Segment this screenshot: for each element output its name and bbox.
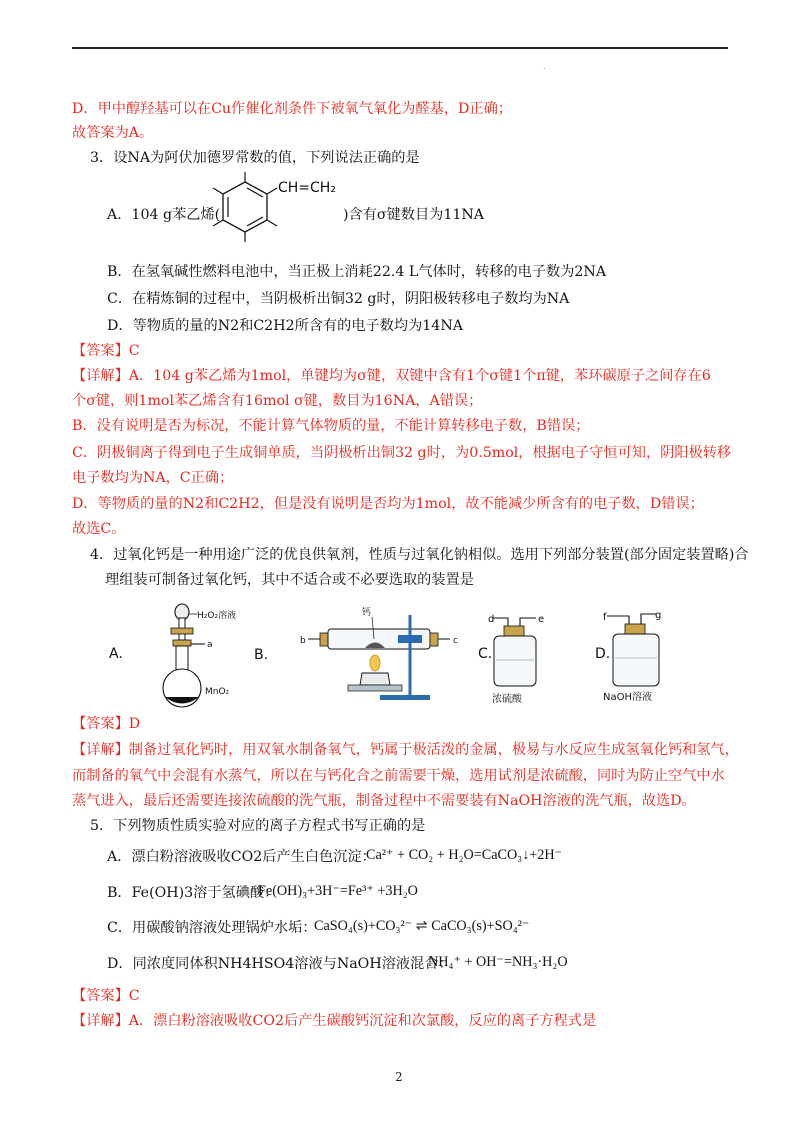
page-number: 2 <box>395 1070 403 1084</box>
detail-3-line: 电子数均为NA，C正确； <box>72 470 234 486</box>
detail-3-line: C．阴极铜离子得到电子生成铜单质，当阴极析出铜32 g时，为0.5mol，根据电子守恒可知，阴阳极转移 <box>72 445 732 461</box>
apparatus-A-port: a <box>207 640 213 650</box>
answer-4: 【答案】D <box>72 716 141 732</box>
styrene-group-label: CH=CH₂ <box>278 180 336 196</box>
apparatus-B-port-left: b <box>300 636 306 646</box>
apparatus-B-metal: 钙 <box>362 608 372 618</box>
apparatus-A <box>105 598 240 713</box>
detail-3-line: B．没有说明是否为标况，不能计算气体物质的量，不能计算转移电子数，B错误； <box>72 418 590 434</box>
apparatus-D-label: D. <box>595 646 611 662</box>
detail-3-line: 【详解】A．104 g苯乙烯为1mol，单键均为σ键，双键中含有1个σ键1个π键，苯环碳原子之间存在6 <box>72 368 711 384</box>
header-mark: . <box>543 62 546 71</box>
apparatus-C-port-left: d <box>488 614 495 625</box>
apparatus-A-label: A. <box>109 646 123 662</box>
question-4-stem-cont: 理组装可制备过氧化钙，其中不适合或不必要选取的装置是 <box>105 572 474 588</box>
apparatus-B-label: B. <box>254 647 269 663</box>
option-5A: A．漂白粉溶液吸收CO2后产生白色沉淀： <box>107 849 376 865</box>
header-rule <box>72 47 728 49</box>
option-3D: D．等物质的量的N2和C2H2所含有的电子数均为14NA <box>107 318 463 334</box>
answer-5: 【答案】C <box>72 988 140 1004</box>
detail-3-line: 个σ键，则1mol苯乙烯含有16mol σ键，数目为16NA，A错误； <box>72 393 483 409</box>
apparatus-C-port-right: e <box>538 614 545 625</box>
equation-5D: NH₄⁺ + OH⁻=NH₃·H₂O <box>428 954 568 970</box>
apparatus-A-solid: MnO₂ <box>205 687 230 697</box>
detail-3-line: 故选C。 <box>72 521 126 537</box>
detail-3-line: D．等物质的量的N2和C2H2，但是没有说明是否均为1mol，故不能减少所含有的电子数，D错误； <box>72 496 704 512</box>
option-5C: C．用碳酸钠溶液处理锅炉水垢： <box>107 920 317 936</box>
text-line: D．甲中醇羟基可以在Cu作催化剂条件下被氧气氧化为醛基，D正确； <box>72 101 512 117</box>
apparatus-D-port-right: g <box>655 610 662 621</box>
question-3-stem: 3．设NA为阿伏加德罗常数的值，下列说法正确的是 <box>90 150 420 166</box>
apparatus-C <box>478 612 578 710</box>
option-3B: B．在氢氧碱性燃料电池中，当正极上消耗22.4 L气体时，转移的电子数为2NA <box>107 264 607 280</box>
apparatus-D <box>595 608 715 708</box>
text-line: 故答案为A。 <box>72 125 154 141</box>
apparatus-D-port-left: f <box>603 612 607 623</box>
detail-5-line: 【详解】A．漂白粉溶液吸收CO2后产生碳酸钙沉淀和次氯酸，反应的离子方程式是 <box>72 1013 597 1029</box>
styrene-structure <box>198 168 348 250</box>
option-3C: C．在精炼铜的过程中，当阴极析出铜32 g时，阴阳极转移电子数均为NA <box>107 291 570 307</box>
detail-4-line: 【详解】制备过氧化钙时，用双氧水制备氧气，钙属于极活泼的金属，极易与水反应生成氢氧化钙和氢气， <box>72 742 739 758</box>
apparatus-B <box>250 605 465 705</box>
apparatus-C-label: C. <box>478 646 493 662</box>
option-5D: D．同浓度同体积NH4HSO4溶液与NaOH溶液混合： <box>107 956 453 972</box>
equation-5B: Fe(OH)₃+3H⁻=Fe³⁺ +3H₂O <box>258 883 418 899</box>
apparatus-A-reagent: H₂O₂溶液 <box>197 611 237 621</box>
answer-3: 【答案】C <box>72 343 140 359</box>
option-5B: B．Fe(OH)3溶于氢碘酸： <box>107 885 279 901</box>
equation-5A: Ca²⁺ + CO₂ + H₂O=CaCO₃↓+2H⁻ <box>366 847 563 863</box>
option-3A: A．104 g苯乙烯( <box>107 207 221 223</box>
option-3A-tail: )含有σ键数目为11NA <box>343 207 485 223</box>
detail-4-line: 蒸气进入，最后还需要连接浓硫酸的洗气瓶，制备过程中不需要装有NaOH溶液的洗气瓶，故选D。 <box>72 793 696 809</box>
question-5-stem: 5．下列物质性质实验对应的离子方程式书写正确的是 <box>90 818 426 834</box>
question-4-stem: 4．过氧化钙是一种用途广泛的优良供氧剂，性质与过氧化钠相似。选用下列部分装置(部分固定装置略)合 <box>90 547 749 563</box>
apparatus-B-port-right: c <box>453 636 458 646</box>
apparatus-D-reagent: NaOH溶液 <box>603 692 652 703</box>
equation-5C: CaSO₄(s)+CO₃²⁻ ⇌ CaCO₃(s)+SO₄²⁻ <box>314 918 530 934</box>
detail-4-line: 而制备的氧气中会混有水蒸气，所以在与钙化合之前需要干燥，选用试剂是浓硫酸，同时为防止空气中水 <box>72 768 725 784</box>
apparatus-C-reagent: 浓硫酸 <box>492 694 522 705</box>
